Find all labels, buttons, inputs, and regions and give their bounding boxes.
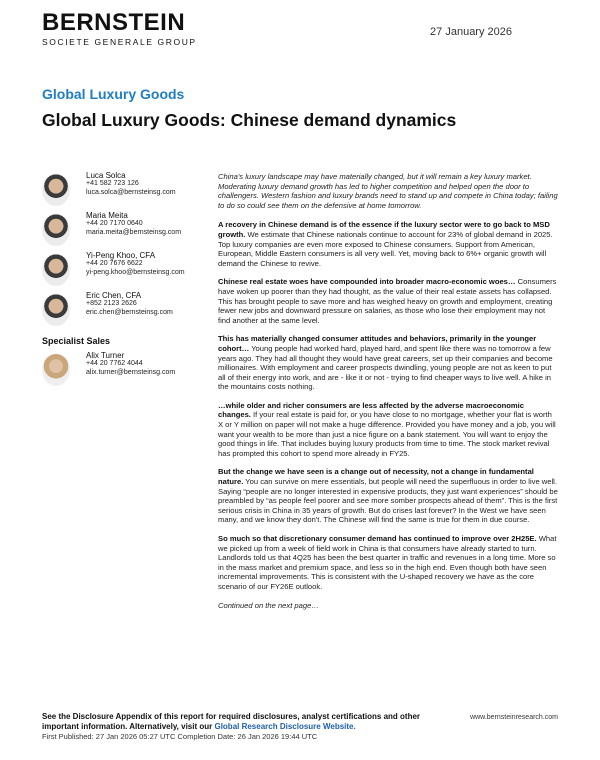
specialist-photo-icon [42,354,70,386]
body-paragraph [218,401,558,459]
analyst-sidebar [42,172,202,392]
paragraph-text: Consumers have woken up poorer than they had thought, as the value of their real estate assets has collapsed. This has brought people to save more and has weighed heavy on growth and employment, creating fewer new jobs and downward pressure on salaries, as those who lose their employment may not find another at the same level. [218,277,557,325]
disclosure-footer [42,712,422,742]
bernstein-logo [42,10,197,47]
paragraph-text: We estimate that Chinese nationals continue to account for 23% of global demand in 2025. Top luxury companies are even more exposed to Chinese consumers. Support from American, European, Middle Eastern consumers is all very well. Yet, moving back to 6%+ organic growth will demand the Chinese to revive. [218,229,553,268]
analyst-name: Eric Chen, CFA [86,291,142,300]
analyst-name: Maria Meita [86,211,128,220]
report-date: 27 January 2026 [430,26,512,38]
body-paragraph [218,467,558,525]
paragraph-headline: This has materially changed consumer attitudes and behaviors, primarily in the younger cohort… [218,334,537,353]
paragraph-headline: Chinese real estate woes have compounded into broader macro-economic woes… [218,277,516,287]
paragraph-headline: …while older and richer consumers are less affected by the adverse macroeconomic changes. [218,400,524,420]
paragraph-text: Young people had worked hard, played hard, and spent like there was no tomorrow a few years ago. They had all thought they would have great careers, set up their companies and become millionaires. With employment and career prospects dwindling, young people are not as keen to put all of their energy into work, and are - like it or not - trying to find cheaper ways to live well. A hike in the mountains costs nothing. [218,343,553,392]
disclosure-line: See the Disclosure Appendix of this report for required disclosures, analyst certifications and other [42,712,421,721]
paragraph-text: What we picked up from a week of field work in China is that consumers have already started to turn. Landlords told us that 4Q25 has been the best quarter in traffic and revenues in a long time. More so in the mass market and premium space, and less so in the high end. Even though both have seen incremental improvements. This is consistent with the U-shaped recovery we have as the core scenario of our FY26E outlook. [218,534,557,591]
paragraph-headline: So much so that discretionary consumer demand has continued to improve over 2H25E. [218,534,537,543]
body-paragraph [218,334,558,392]
specialist-email[interactable]: alix.turner@bernsteinsg.com [86,368,176,376]
report-body [218,172,558,610]
lede-paragraph: China's luxury landscape may have materially changed, but it will remain a key luxury market. Moderating luxury demand growth has led to higher competition and helped open the door to challengers. Western fashion and luxury brands need to stand up and compete in China today; failing to do so could see them on the defensive at home tomorrow. [218,172,558,210]
analyst-photo-icon [42,214,70,246]
analyst-phone: +41 582 723 126 [86,180,139,188]
specialist-name: Alix Turner [86,351,125,360]
analyst-name: Yi-Peng Khoo, CFA [86,251,156,260]
specialist-card [42,352,202,392]
paragraph-text: You can survive on mere essentials, but people will need the superfluous in order to live well. Saying “people are no longer interested in expensive products, they just want experiences” should be preambled by “as people feel poorer and see more somber prospects ahead of them”. This is the first serious crisis in China in 35 years of growth. But do crises last forever? In the West we have seen many, and we know they don't. The Chinese will find the same is true for them in due course. [218,477,558,525]
analyst-email[interactable]: yi-peng.khoo@bernsteinsg.com [86,268,185,276]
analyst-card [42,292,202,332]
analyst-photo-icon [42,254,70,286]
analyst-email[interactable]: luca.solca@bernsteinsg.com [86,188,176,196]
analyst-phone: +44 20 7170 0640 [86,220,143,228]
specialist-phone: +44 20 7762 4044 [86,360,143,368]
analyst-phone: +44 20 7676 6622 [86,260,143,268]
logo-subtitle: SOCIETE GENERALE GROUP [42,37,197,47]
analyst-card [42,172,202,212]
analyst-card [42,252,202,292]
analyst-email[interactable]: eric.chen@bernsteinsg.com [86,308,173,316]
publication-dates: First Published: 27 Jan 2026 05:27 UTC Completion Date: 26 Jan 2026 19:44 UTC [42,732,318,741]
continued-note: Continued on the next page… [218,600,319,610]
analyst-phone: +852 2123 2626 [86,300,137,308]
body-paragraph [218,220,558,268]
body-paragraph [218,277,558,325]
disclosure-line: important information. Alternatively, visit our [42,722,215,731]
website-url[interactable]: www.bernsteinresearch.com [470,714,558,721]
analyst-photo-icon [42,294,70,326]
analyst-name: Luca Solca [86,171,126,180]
analyst-photo-icon [42,174,70,206]
disclosure-website-link[interactable]: Global Research Disclosure Website. [214,722,356,731]
analyst-card [42,212,202,252]
paragraph-headline: A recovery in Chinese demand is of the essence if the luxury sector were to go back to MSD growth. [218,220,550,239]
report-category: Global Luxury Goods [42,86,185,102]
report-title: Global Luxury Goods: Chinese demand dynamics [42,110,457,130]
logo-wordmark: BERNSTEIN [42,9,186,36]
paragraph-text: If your real estate is paid for, or you have close to no mortgage, whether your flat is worth X or Y million on paper will not make a huge difference. Provided you have money and a job, you will want your wealth to be more than just a nice figure on a bank statement. You will want to enjoy the good things in life. That includes buying luxury products from time to time. The stock market revival has prompted this cohort to spend more already in FY25. [218,410,556,458]
specialist-sales-heading: Specialist Sales [42,336,111,346]
body-paragraph [218,534,558,592]
analyst-email[interactable]: maria.meita@bernsteinsg.com [86,228,182,236]
paragraph-headline: But the change we have seen is a change out of necessity, not a change in fundamental nature. [218,467,534,487]
